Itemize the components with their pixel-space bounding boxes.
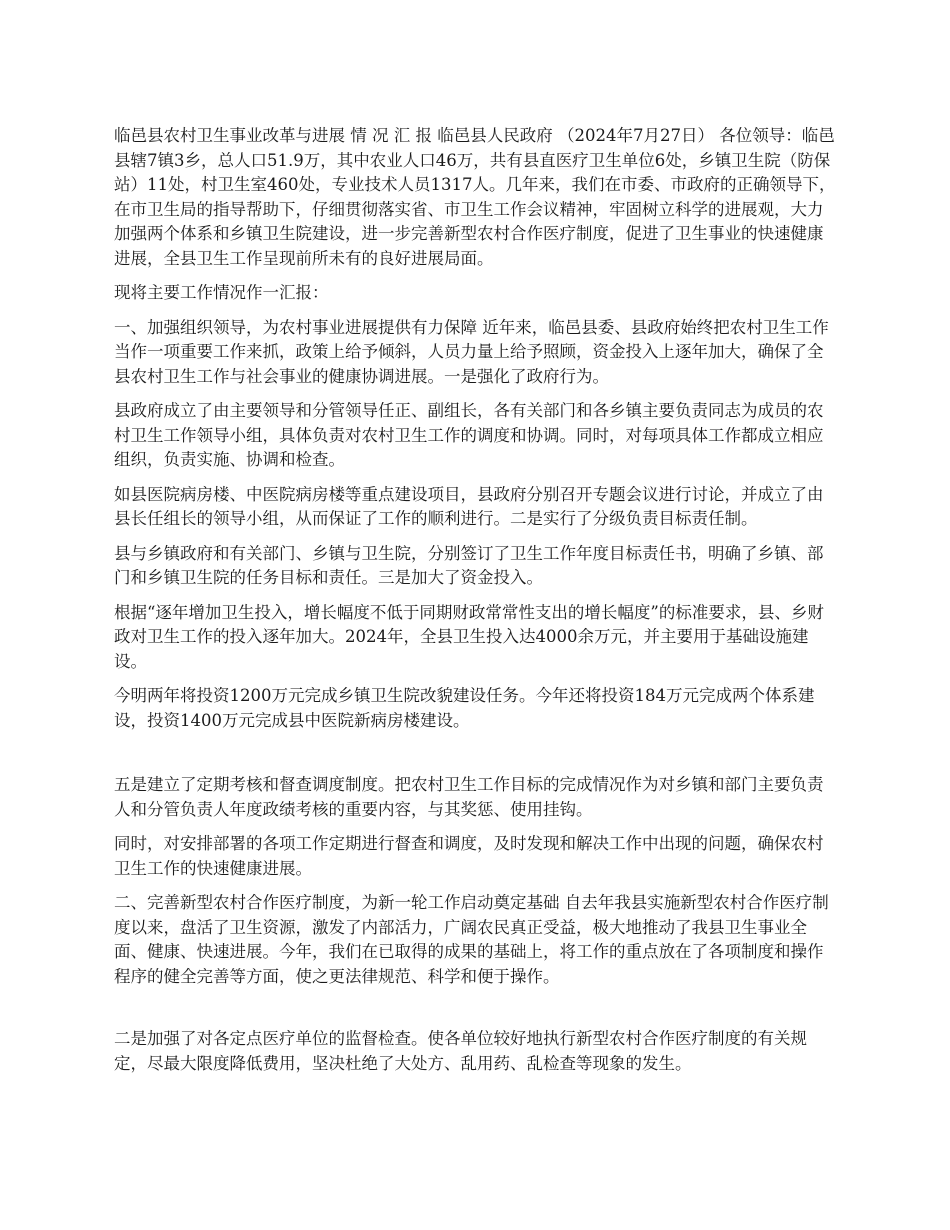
paragraph-intro: 临邑县农村卫生事业改革与进展 情 况 汇 报 临邑县人民政府 （2024年7月27日） 各位领导：临邑县辖7镇3乡，总人口51.9万，其中农业人口46万，共有县直医疗卫生单位6处，乡镇卫生院（防保站）11处，村卫生室460处，专业技术人员1317人。几年来，我们在市委、市政府的正确领导下，在市卫生局的指导帮助下，仔细贯彻落实省、市卫生工作会议精神，牢固树立科学的进展观，大力加强两个体系和乡镇卫生院建设，进一步完善新型农村合作医疗制度，促进了卫生事业的快速健康进展，全县卫生工作呈现前所未有的良好进展局面。 bbox=[114, 126, 836, 268]
paragraph-summary-lead: 现将主要工作情况作一汇报： bbox=[114, 283, 329, 302]
paragraph-inspection: 二是加强了对各定点医疗单位的监督检查。使各单位较好地执行新型农村合作医疗制度的有关规定，尽最大限度降低费用，坚决杜绝了大处方、乱用药、乱检查等现象的发生。 bbox=[114, 1029, 807, 1073]
paragraph-assessment: 五是建立了定期考核和督查调度制度。把农村卫生工作目标的完成情况作为对乡镇和部门主要负责人和分管负责人年度政绩考核的重要内容，与其奖惩、使用挂钩。 bbox=[114, 775, 824, 819]
paragraph-section-2: 二、完善新型农村合作医疗制度，为新一轮工作启动奠定基础 自去年我县实施新型农村合作医疗制度以来，盘活了卫生资源，激发了内部活力，广阔农民真正受益，极大地推动了我县卫生事业全面、健康、快速进展。今年，我们在已取得的成果的基础上，将工作的重点放在了各项制度和操作程序的健全完善等方面，使之更法律规范、科学和便于操作。 bbox=[114, 893, 829, 986]
paragraph-key-projects: 如县医院病房楼、中医院病房楼等重点建设项目，县政府分别召开专题会议进行讨论，并成立了由县长任组长的领导小组，从而保证了工作的顺利进行。二是实行了分级负责目标责任制。 bbox=[114, 484, 824, 528]
paragraph-investment: 今明两年将投资1200万元完成乡镇卫生院改貌建设任务。今年还将投资184万元完成两个体系建设，投资1400万元完成县中医院新病房楼建设。 bbox=[114, 686, 815, 730]
paragraph-section-1: 一、加强组织领导，为农村事业进展提供有力保障 近年来，临邑县委、县政府始终把农村卫生工作当作一项重要工作来抓，政策上给予倾斜，人员力量上给予照顾，资金投入上逐年加大，确保了全县农村卫生工作与社会事业的健康协调进展。一是强化了政府行为。 bbox=[114, 317, 829, 386]
paragraph-leadership-group: 县政府成立了由主要领导和分管领导任正、副组长，各有关部门和各乡镇主要负责同志为成员的农村卫生工作领导小组，具体负责对农村卫生工作的调度和协调。同时，对每项具体工作都成立相应组织，负责实施、协调和检查。 bbox=[114, 401, 824, 469]
paragraph-funding: 根据“逐年增加卫生投入，增长幅度不低于同期财政常常性支出的增长幅度”的标准要求，县、乡财政对卫生工作的投入逐年加大。2024年，全县卫生投入达4000余万元，并主要用于基础设施建设。 bbox=[114, 602, 824, 671]
document-page bbox=[114, 124, 839, 1086]
paragraph-responsibility: 县与乡镇政府和有关部门、乡镇与卫生院，分别签订了卫生工作年度目标责任书，明确了乡镇、部门和乡镇卫生院的任务目标和责任。三是加大了资金投入。 bbox=[114, 543, 824, 587]
paragraph-supervision: 同时，对安排部署的各项工作定期进行督查和调度，及时发现和解决工作中出现的问题，确保农村卫生工作的快速健康进展。 bbox=[114, 834, 824, 878]
